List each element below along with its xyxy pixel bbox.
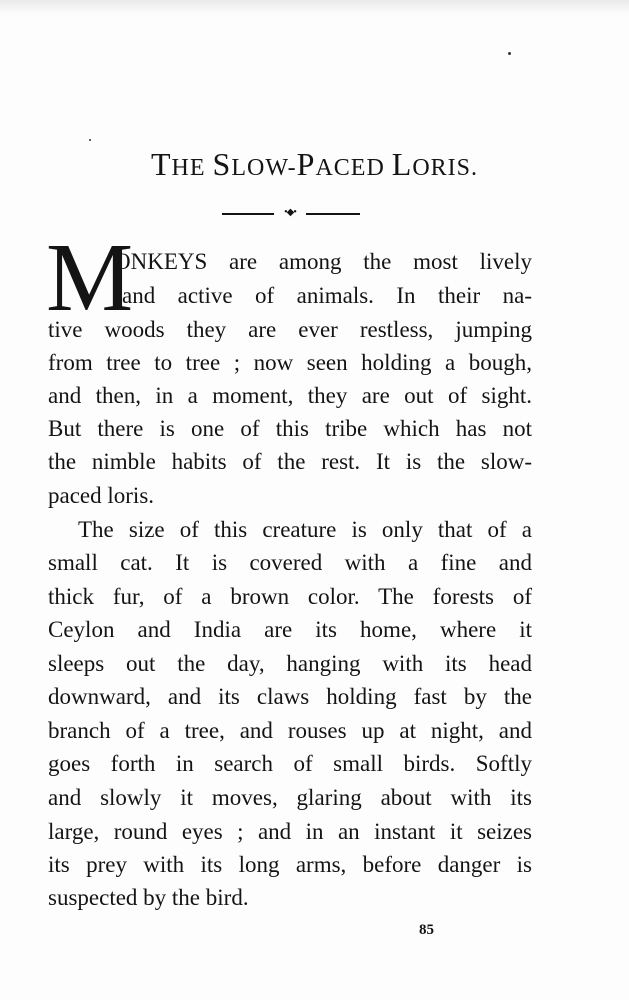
title-part: LOW- xyxy=(231,155,297,181)
page-number: 85 xyxy=(419,922,434,938)
ink-speck xyxy=(508,52,511,55)
ornament-rule-left xyxy=(222,213,274,215)
text-line: Ceylon and India are its home, where it xyxy=(48,617,532,642)
text-line: the nimble habits of the rest. It is the slow- xyxy=(48,449,532,474)
text-line: and then, in a moment, they are out of sight. xyxy=(48,383,532,408)
ornament-dots: •◆• xyxy=(284,207,296,218)
ornament-rule-right xyxy=(306,213,360,215)
title-part: T xyxy=(150,146,172,182)
text-line: paced loris. xyxy=(48,483,155,508)
text-line: The size of this creature is only that of a xyxy=(78,517,532,542)
drop-cap: M xyxy=(46,224,134,332)
text-line: large, round eyes ; and in an instant it seizes xyxy=(48,819,532,844)
page-top-shadow xyxy=(0,0,629,14)
text-line: thick fur, of a brown color. The forests of xyxy=(48,584,532,609)
text-line: from tree to tree ; now seen holding a bough, xyxy=(48,350,532,375)
title-part: P xyxy=(296,146,316,182)
text-line: small cat. It is covered with a fine and xyxy=(48,550,532,575)
title-part: HE xyxy=(171,155,213,181)
text-line: and active of animals. In their na- xyxy=(122,283,532,308)
title-part: ACED xyxy=(315,155,392,181)
text-line: ONKEYS are among the most lively xyxy=(114,249,532,274)
chapter-title xyxy=(0,146,629,183)
text-line: its prey with its long arms, before danger is xyxy=(48,852,532,877)
ink-speck xyxy=(89,139,91,141)
text-line: downward, and its claws holding fast by the xyxy=(48,684,532,709)
text-line: branch of a tree, and rouses up at night, and xyxy=(48,718,532,743)
text-line: But there is one of this tribe which has not xyxy=(48,416,532,441)
text-line: tive woods they are ever restless, jumping xyxy=(48,317,532,342)
title-part: ORIS. xyxy=(412,155,479,181)
text-line: suspected by the bird. xyxy=(48,885,249,910)
text-line: sleeps out the day, hanging with its head xyxy=(48,651,532,676)
text-line: goes forth in search of small birds. Softly xyxy=(48,751,532,776)
text-line: and slowly it moves, glaring about with its xyxy=(48,785,532,810)
title-ornament xyxy=(222,206,360,220)
title-part: S xyxy=(212,146,232,182)
title-part: L xyxy=(391,146,413,182)
